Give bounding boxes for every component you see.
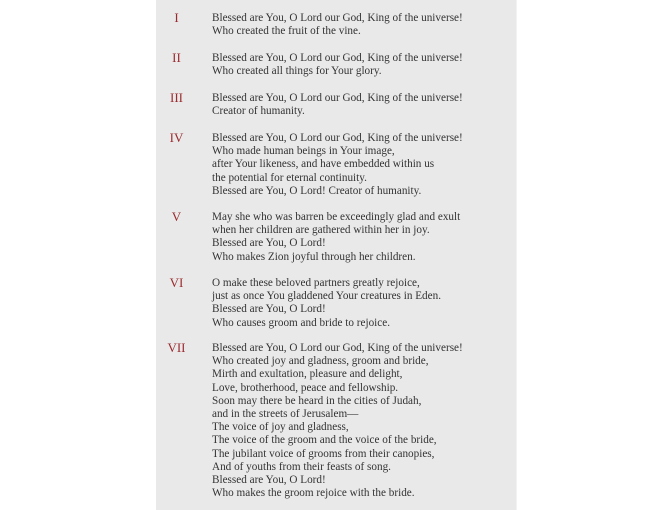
text-line: after Your likeness, and have embedded within us — [212, 158, 435, 171]
blessing-text — [212, 277, 512, 330]
blessing-text — [212, 132, 512, 198]
text-line: Who causes groom and bride to rejoice. — [212, 316, 391, 329]
blessing-text — [212, 211, 512, 264]
text-line: Love, brotherhood, peace and fellowship. — [212, 381, 399, 394]
text-line: Who created joy and gladness, groom and bride, — [212, 355, 429, 368]
text-line: Mirth and exultation, pleasure and delight, — [212, 368, 403, 381]
text-line: Who made human beings in Your image, — [212, 145, 395, 158]
numeral: VI — [169, 275, 184, 290]
text-line: Soon may there be heard in the cities of Judah, — [212, 394, 422, 407]
numeral: III — [170, 90, 183, 105]
text-line: May she who was barren be exceedingly glad and exult — [212, 211, 461, 223]
text-line: Who created all things for Your glory. — [212, 65, 382, 78]
text-line: O make these beloved partners greatly rejoice, — [212, 277, 420, 289]
text-line: Blessed are You, O Lord our God, King of the universe! — [212, 342, 463, 354]
text-line: Blessed are You, O Lord our God, King of the universe! — [212, 12, 463, 24]
numeral: VII — [167, 340, 186, 355]
text-line: Blessed are You, O Lord our God, King of the universe! — [212, 92, 463, 104]
blessing-text — [212, 342, 512, 500]
numeral: I — [174, 10, 179, 25]
blessing-text — [212, 92, 512, 118]
text-line: the potential for eternal continuity. — [212, 171, 367, 184]
text-line: when her children are gathered within her in joy. — [212, 224, 430, 237]
text-line: Who makes the groom rejoice with the bride. — [212, 487, 415, 500]
text-line: And of youths from their feasts of song. — [212, 460, 391, 473]
text-line: just as once You gladdened Your creatures in Eden. — [212, 290, 441, 303]
text-line: Blessed are You, O Lord! — [212, 474, 326, 487]
text-line: Blessed are You, O Lord our God, King of the universe! — [212, 52, 463, 64]
text-line: Blessed are You, O Lord our God, King of the universe! — [212, 132, 463, 144]
text-line: Blessed are You, O Lord! — [212, 237, 326, 250]
text-line: The voice of the groom and the voice of the bride, — [212, 434, 437, 447]
text-line: Who created the fruit of the vine. — [212, 25, 361, 38]
text-line: Who makes Zion joyful through her children. — [212, 250, 416, 263]
blessing-text — [212, 12, 512, 38]
numeral: IV — [169, 130, 184, 145]
text-line: The voice of joy and gladness, — [212, 421, 349, 434]
numeral: II — [172, 50, 181, 65]
text-line: and in the streets of Jerusalem— — [212, 408, 359, 421]
text-line: Blessed are You, O Lord! Creator of humanity. — [212, 184, 422, 197]
blessing-text — [212, 52, 512, 78]
blessings-panel — [156, 0, 517, 510]
numeral: V — [171, 209, 182, 224]
text-line: The jubilant voice of grooms from their canopies, — [212, 447, 435, 460]
text-line: Blessed are You, O Lord! — [212, 303, 326, 316]
text-line: Creator of humanity. — [212, 105, 305, 118]
